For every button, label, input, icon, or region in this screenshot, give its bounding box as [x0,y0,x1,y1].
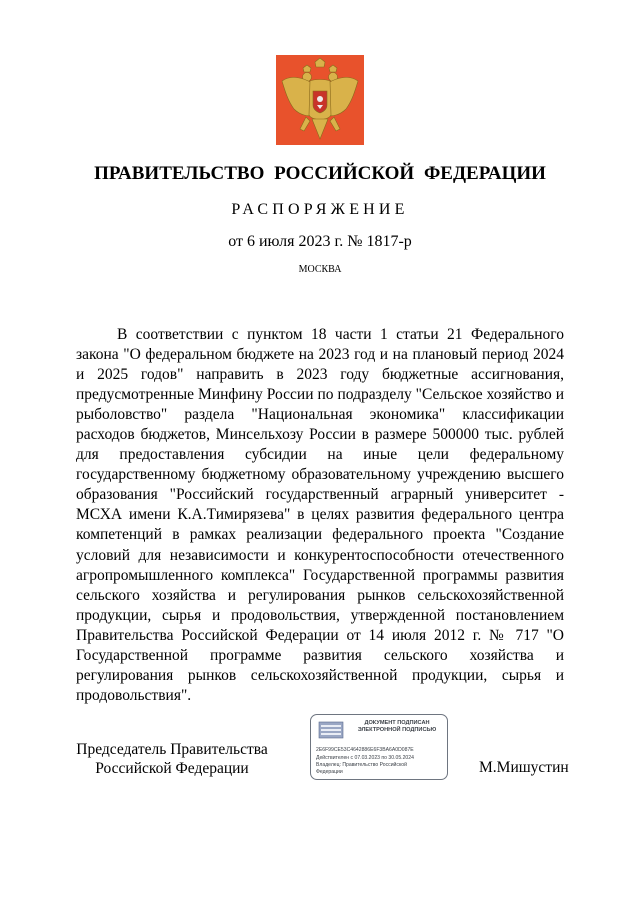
certificate-owner-line-1: Владелец: Правительство Российской [316,762,407,768]
order-paragraph: В соответствии с пунктом 18 части 1 статьи 21 Федерального закона "О федеральном бюджете на 2023 год и на плановый период 2024 и 2025 годов" направить в 2023 году бюджетные ассигнования, предусмотренные Минфину России по подразделу "Сельское хозяйство и рыболовство" раздела "Национальная экономика" классификации расходов бюджетов, Минсельхозу России в размере 500000 тыс. рублей для предоставления субсидии на иные цели федеральному государственному бюджетному образовательному учреждению высшего образования "Российский государственный аграрный университет - МСХА имени К.А.Тимирязева" в целях развития федерального центра компетенций в рамках реализации федерального проекта "Создание условий для независимости и конкурентоспособности отечественного агропромышленного комплекса" Государственной программы развития сельского хозяйства и регулирования рынков сельскохозяйственной продукции, сырья и продовольствия, утвержденной постановлением Правительства Российской Федерации от 14 июля 2012 г. № 717 "О Государственной программе развития сельского хозяйства и регулирования рынков сельскохозяйственной продукции, сырья и продовольствия". [76,326,564,704]
coat-of-arms-icon [276,55,364,145]
certificate-validity: Действителен с 07.03.2023 по 30.05.2024 [316,755,414,761]
signatory-title: Председатель Правительства Российской Федерации [76,741,268,777]
document-type: РАСПОРЯЖЕНИЕ [231,201,409,218]
signatory-name: М.Мишустин [479,759,569,776]
signature-header: ДОКУМЕНТ ПОДПИСАН ЭЛЕКТРОННОЙ ПОДПИСЬЮ [357,720,437,733]
certificate-owner-line-2: Федерации [316,769,343,775]
electronic-signature-stamp [310,714,448,780]
document-city: МОСКВА [298,264,342,275]
document-date-number: от 6 июля 2023 г. № 1817-р [228,233,412,250]
organization-title: ПРАВИТЕЛЬСТВО РОССИЙСКОЙ ФЕДЕРАЦИИ [94,163,546,184]
certificate-number: 2E6F99CE53C4642886E6F3BA6A0D087E [316,747,414,753]
signature-emblem-icon [317,719,345,741]
